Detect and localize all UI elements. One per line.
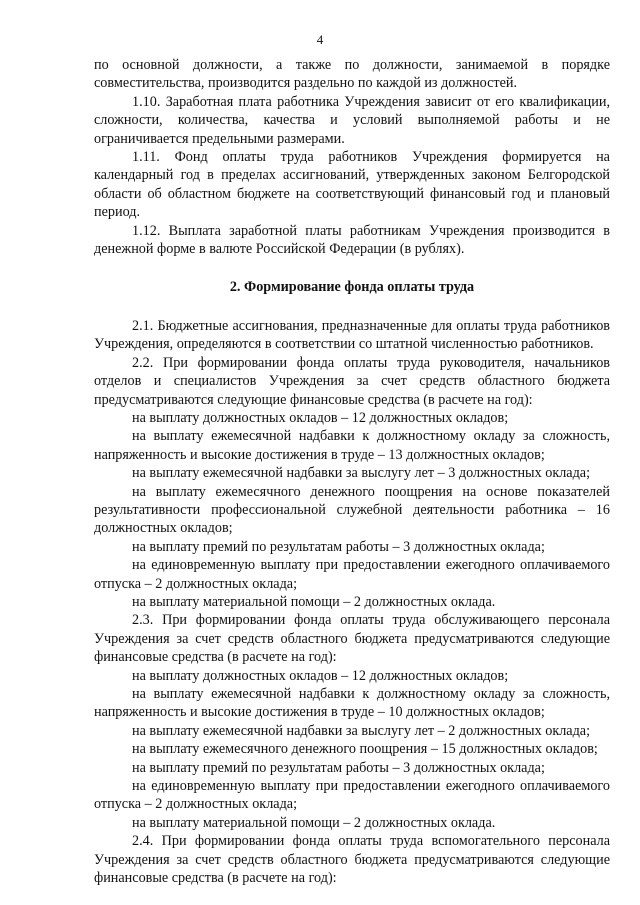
list-item: на выплату ежемесячной надбавки за выслугу лет – 2 должностных оклада; — [132, 722, 591, 739]
document-body — [94, 56, 610, 887]
paragraph-2-3: 2.3. При формировании фонда оплаты труда обслуживающего персонала Учреждения за счет средств областного бюджета предусматриваются следующие финансовые средства (в расчете на год): — [94, 612, 610, 666]
list-item: на выплату материальной помощи – 2 должностных оклада. — [132, 593, 496, 610]
list-item: на выплату ежемесячной надбавки к должностному окладу за сложность, напряженность и высокие достижения в труде – 13 должностных окладов; — [94, 428, 610, 463]
page-number: 4 — [316, 32, 324, 47]
list-item: на выплату ежемесячного денежного поощрения на основе показателей результативности профессиональной служебной деятельности работника – 16 должностных окладов; — [94, 483, 610, 537]
list-item: на единовременную выплату при предоставлении ежегодного оплачиваемого отпуска – 2 должностных оклада; — [94, 557, 610, 592]
list-item: на выплату премий по результатам работы – 3 должностных оклада; — [132, 538, 545, 555]
list-item: на выплату материальной помощи – 2 должностных оклада. — [132, 814, 496, 831]
list-item: на выплату должностных окладов – 12 должностных окладов; — [132, 667, 509, 684]
paragraph-2-2: 2.2. При формировании фонда оплаты труда руководителя, начальников отделов и специалистов Учреждения за счет средств областного бюджета предусматриваются следующие финансовые средства (в расчете на год): — [94, 354, 610, 408]
list-item: на выплату ежемесячной надбавки к должностному окладу за сложность, напряженность и высокие достижения в труде – 10 должностных окладов; — [94, 686, 610, 721]
paragraph-2-1: 2.1. Бюджетные ассигнования, предназначенные для оплаты труда работников Учреждения, определяются в соответствии со штатной численностью работников. — [94, 317, 610, 353]
list-item: на выплату ежемесячной надбавки за выслугу лет – 3 должностных оклада; — [132, 465, 591, 482]
section-heading: 2. Формирование фонда оплаты труда — [229, 279, 475, 296]
paragraph-continuation: по основной должности, а также по должности, занимаемой в порядке совместительства, производится раздельно по каждой из должностей. — [94, 57, 610, 92]
list-item: на выплату ежемесячного денежного поощрения – 15 должностных окладов; — [132, 741, 598, 758]
paragraph-1-10: 1.10. Заработная плата работника Учреждения зависит от его квалификации, сложности, количества, качества и условий выполняемой работы и не ограничивается предельными размерами. — [94, 93, 610, 147]
list-item: на выплату должностных окладов – 12 должностных окладов; — [132, 409, 509, 426]
paragraph-1-11: 1.11. Фонд оплаты труда работников Учреждения формируется на календарный год в пределах ассигнований, утвержденных законом Белгородской области об областном бюджете на соответствующий финансовый год и плановый период. — [94, 149, 610, 221]
list-item: на единовременную выплату при предоставлении ежегодного оплачиваемого отпуска – 2 должностных оклада; — [94, 778, 610, 813]
list-item: на выплату премий по результатам работы – 3 должностных оклада; — [132, 759, 545, 776]
paragraph-1-12: 1.12. Выплата заработной платы работникам Учреждения производится в денежной форме в валюте Российской Федерации (в рублях). — [94, 222, 610, 258]
paragraph-2-4: 2.4. При формировании фонда оплаты труда вспомогательного персонала Учреждения за счет средств областного бюджета предусматриваются следующие финансовые средства (в расчете на год): — [94, 833, 610, 887]
